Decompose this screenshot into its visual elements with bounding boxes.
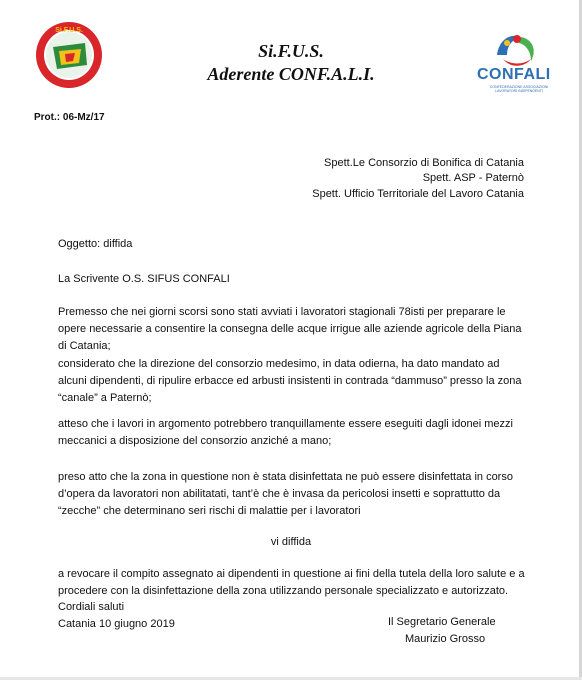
subject-line: Oggetto: diffida (58, 238, 133, 250)
closing-line: Cordiali saluti (58, 601, 125, 613)
verdict-line: vi diffida (270, 536, 312, 548)
place-date: Catania 10 giugno 2019 (58, 618, 175, 630)
addressee-2: Spett. ASP - Paternò (422, 172, 524, 184)
final-paragraph: a revocare il compito assegnato ai dipendenti in questione ai fini della tutela della loro salute e a procedere con la disinfettazione della zona utilizzando personale specializzato e autorizzato. (58, 568, 525, 597)
letterhead-subtitle: Aderente CONF.A.L.I. (207, 64, 375, 84)
confali-logo-text: CONFALI (477, 66, 551, 83)
protocol-number: Prot.: 06-Mz/17 (34, 112, 105, 123)
signature-role: Il Segretario Generale (388, 616, 496, 628)
paragraph-premesso: Premesso che nei giorni scorsi sono stati avviati i lavoratori stagionali 78isti per preparare le opere necessarie a consentire la consegna delle acque irrigue alle aziende agricole della Piana di Catania; (58, 306, 522, 352)
letterhead-title: Si.F.U.S. (258, 41, 324, 61)
opening-line: La Scrivente O.S. SIFUS CONFALI (58, 273, 230, 285)
paragraph-considerato: considerato che la direzione del consorzio medesimo, in data odierna, ha dato mandato ad alcuni dipendenti, di ripulire erbacce ed arbusti insistenti in contrada “dammuso” presso la zona “canale” a Paternò; (58, 358, 522, 404)
addressee-3: Spett. Ufficio Territoriale del Lavoro Catania (312, 188, 524, 200)
signature-name: Maurizio Grosso (405, 633, 486, 645)
paragraph-atteso: atteso che i lavori in argomento potrebbero tranquillamente essere eseguiti dagli idonei mezzi meccanici a disposizione del consorzio anziché a mano; (58, 418, 513, 447)
sifus-logo-text: Si.F.U.S. (55, 27, 83, 34)
paragraph-preso-atto: preso atto che la zona in questione non è stata disinfettata ne può essere disinfettata in corso d’opera da lavoratori non abilitatati, tant’è che è invasa da pericolosi insetti e soprattutto da “zecche” che determinano seri rischi di malattie per i lavoratori (58, 471, 513, 517)
confali-logo-subtitle: CONFEDERAZIONE ASSOCIAZIONI LAVORATORI INDIPENDENTI (489, 85, 549, 93)
addressee-1: Spett.Le Consorzio di Bonifica di Catania (324, 157, 524, 169)
